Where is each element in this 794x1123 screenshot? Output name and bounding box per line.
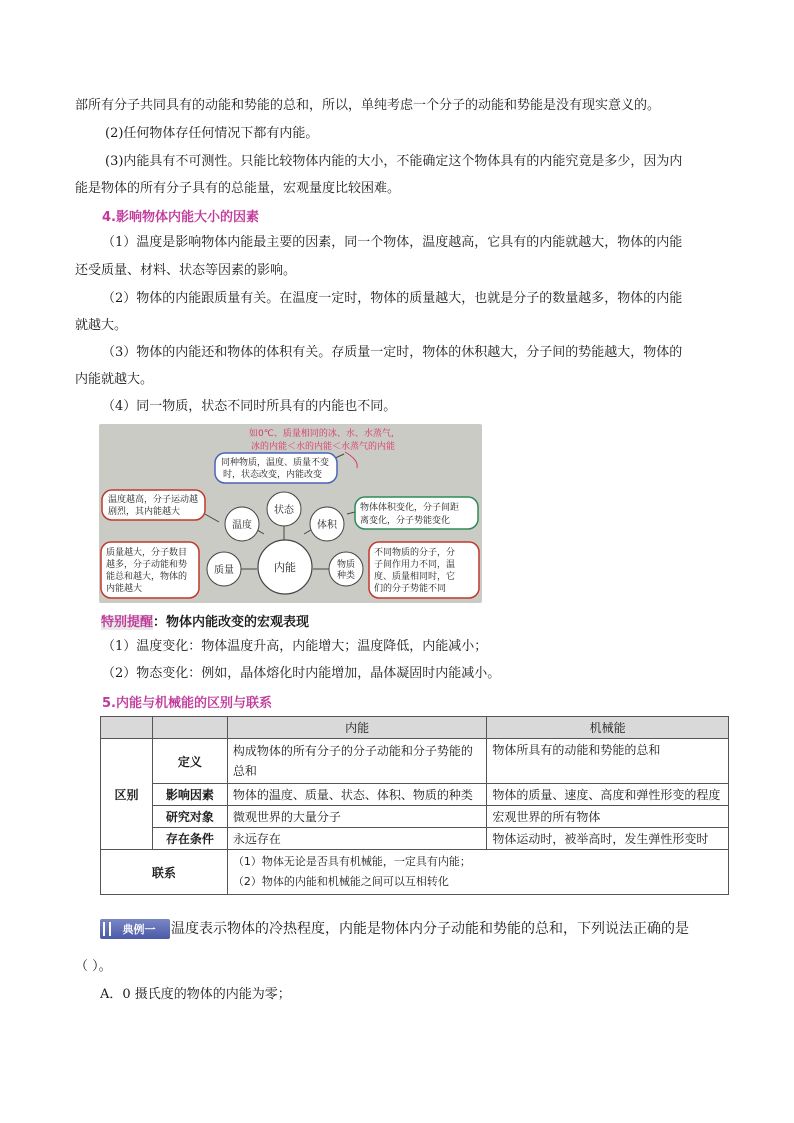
paragraph-line: 就越大。 (75, 318, 128, 333)
bars-icon (103, 922, 111, 936)
paragraph-line: 还受质量、材料、状态等因素的影响。 (75, 263, 297, 278)
table-header-row (101, 717, 729, 739)
link-line: （2）物体的内能和机械能之间可以互相转化 (232, 875, 449, 888)
row-label: 存在条件 (152, 828, 227, 850)
material-note: 们的分子势能不同 (374, 584, 447, 594)
material-note: 子间作用力不同，温 (374, 560, 456, 570)
material-note: 度、质量相同时，它 (374, 572, 456, 582)
example-question: 温度表示物体的冷热程度，内能是物体内分子动能和势能的总和，下列说法正确的是 (171, 921, 689, 937)
material-note: 不同物质的分子，分 (374, 548, 456, 558)
table-row (101, 739, 729, 784)
paragraph-line: （3）物体的内能还和物体的体积有关。存质量一定时，物体的休积越大，分子间的势能越大，物体的 (102, 345, 683, 360)
row-label: 研究对象 (152, 806, 227, 828)
temperature-note: 温度越高，分子运动越 (108, 495, 199, 505)
table-cell: 宏观世界的所有物体 (487, 806, 729, 828)
paragraph-line: 能是物体的所有分子具有的总能量，宏观量度比较困难。 (75, 181, 401, 196)
volume-note: 物体体积变化，分子间距 (360, 503, 460, 513)
link-line: （1）物体无论是否具有机械能，一定具有内能； (232, 855, 471, 868)
table-header-internal: 内能 (227, 717, 487, 739)
paragraph-line: （2）物体的内能跟质量有关。在温度一定时，物体的质量越大，也就是分子的数量越多，物体的内能 (102, 291, 683, 306)
table-row (101, 828, 729, 850)
table-cell: 永远存在 (227, 828, 487, 850)
paragraph-line: （4）同一物质，状态不同时所具有的内能也不同。 (102, 399, 397, 414)
reminder-line: （2）物态变化：例如，晶体熔化时内能增加，晶体凝固时内能减小。 (102, 666, 501, 681)
temperature-node-label: 温度 (232, 520, 252, 531)
handwriting-line: 冰的内能＜水的内能＜水蒸气的内能 (251, 442, 396, 452)
table-cell: 构成物体的所有分子的分子动能和分子势能的总和 (227, 739, 487, 784)
table-header-mechanical: 机械能 (487, 717, 729, 739)
link-label: 联系 (101, 850, 228, 895)
state-note: 同种物质，温度、质量不变 (221, 458, 330, 468)
paragraph-line: （1）温度是影响物体内能最主要的因素，同一个物体，温度越高，它具有的内能就越大，物体的内能 (102, 235, 683, 250)
paragraph-line: 内能就越大。 (75, 372, 154, 387)
table-cell: 物体的质量、速度、高度和弹性形变的程度 (487, 784, 729, 806)
table-row (101, 850, 729, 895)
table-header-empty (152, 717, 227, 739)
material-node-label: 物质 (336, 560, 356, 570)
difference-group-label: 区别 (101, 739, 153, 850)
table-cell: 微观世界的大量分子 (227, 806, 487, 828)
table-cell: 物体所具有的动能和势能的总和 (487, 739, 729, 784)
handwriting-arrow (345, 452, 357, 468)
table-cell: 物体运动时，被举高时，发生弹性形变时 (487, 828, 729, 850)
state-node-label: 状态 (274, 505, 294, 516)
reminder-title-text: ：物体内能改变的宏观表现 (153, 615, 310, 630)
reminder-line: （1）温度变化：物体温度升高，内能增大；温度降低，内能减小； (102, 639, 488, 654)
link-cell (227, 850, 728, 895)
table-cell: 物体的温度、质量、状态、体积、物质的种类 (227, 784, 487, 806)
paragraph-line: 部所有分子共同具有的动能和势能的总和，所以，单纯考虑一个分子的动能和势能是没有现实意义的。 (75, 98, 661, 113)
table-row (101, 806, 729, 828)
example-tag (100, 919, 170, 939)
internal-energy-node-label: 内能 (274, 561, 296, 574)
volume-node-label: 体积 (317, 520, 337, 531)
internal-energy-factors-photo (99, 424, 482, 603)
volume-note: 离变化，分子势能变化 (360, 516, 451, 526)
option-a: A．0 摄氏度的物体的内能为零； (100, 987, 291, 1002)
table-row (101, 784, 729, 806)
paragraph-line: (2)任何物体存任何情况下都有内能。 (105, 126, 319, 141)
comparison-table (100, 716, 729, 895)
mass-note: 越多，分子动能和势 (106, 560, 188, 570)
mass-node-label: 质量 (214, 565, 234, 576)
table-header-empty (101, 717, 153, 739)
handwriting-line: 如0℃、质量相同的冰、水、水蒸气， (249, 429, 400, 439)
example-tag-label: 典例一 (122, 923, 156, 936)
section-heading: 4.影响物体内能大小的因素 (102, 210, 259, 225)
reminder-label: 特别提醒 (101, 615, 154, 630)
paragraph-line: (3)内能具有不可测性。只能比较物体内能的大小，不能确定这个物体具有的内能究竟是多少，因为内 (105, 154, 683, 169)
mass-note: 能总和越大，物体的 (106, 572, 188, 582)
row-label: 定义 (152, 739, 227, 784)
mass-note: 内能越大 (106, 584, 143, 594)
reminder-title (101, 611, 309, 630)
section-heading: 5.内能与机械能的区别与联系 (102, 696, 272, 711)
row-label: 影响因素 (152, 784, 227, 806)
material-node-label: 种类 (336, 571, 356, 581)
temperature-note: 剧烈，其内能越大 (108, 507, 181, 517)
state-note: 时，状态改变，内能改变 (223, 470, 323, 480)
example-paren: （ ）。 (75, 959, 112, 974)
mass-note: 质量越大，分子数目 (106, 548, 188, 558)
